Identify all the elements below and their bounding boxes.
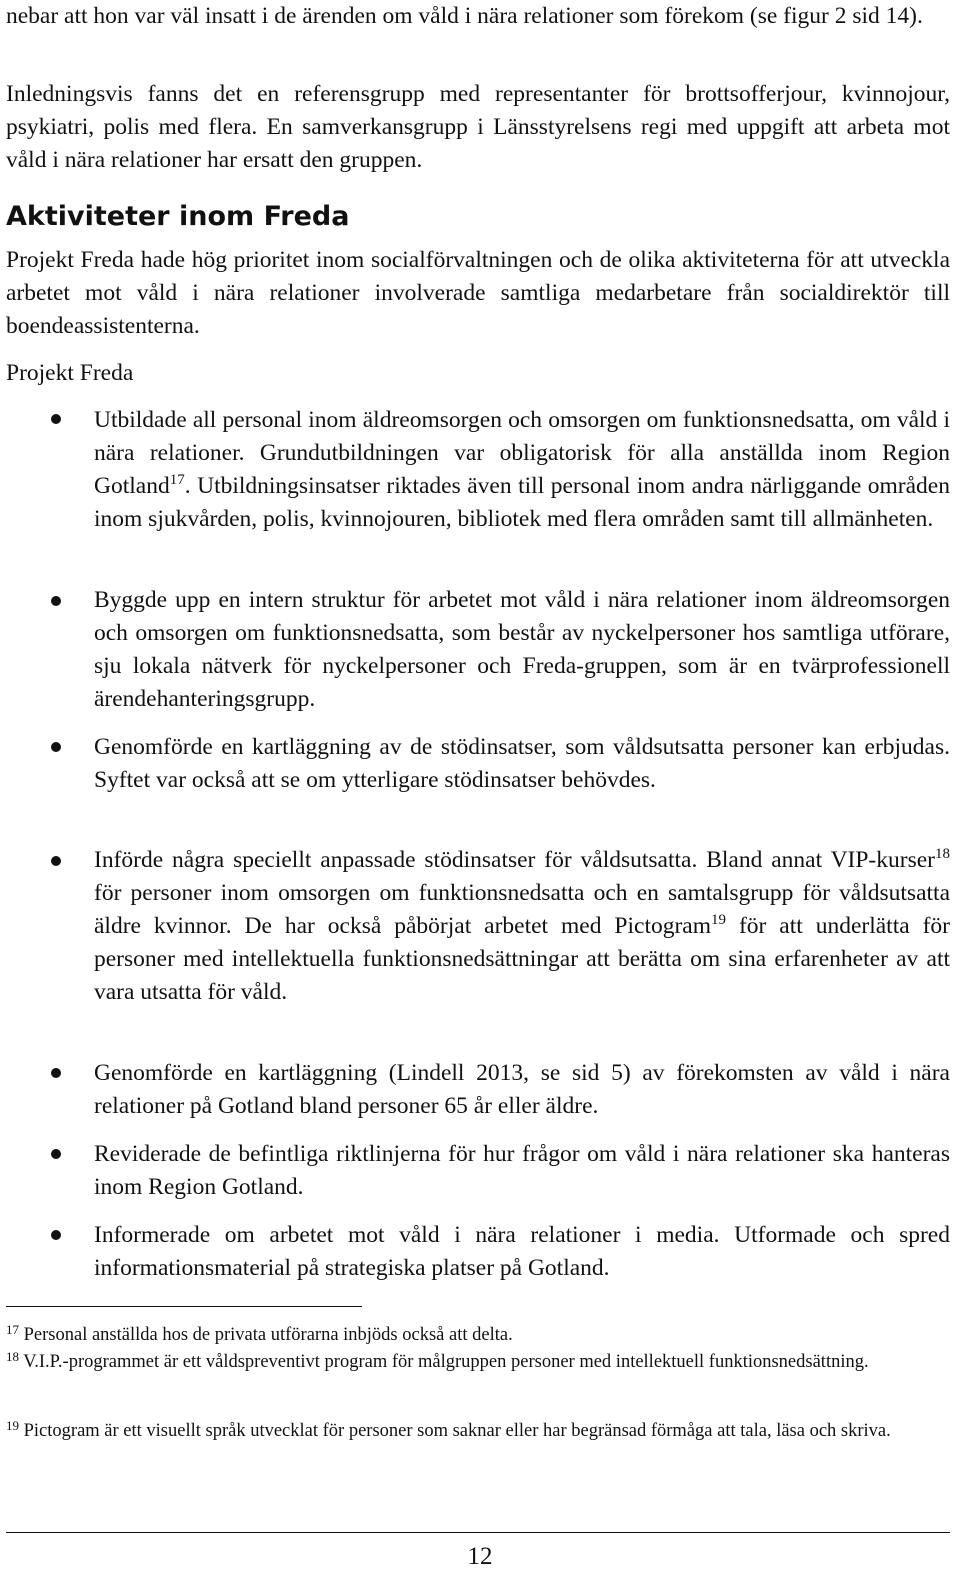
section-subheading: Projekt Freda (6, 360, 134, 386)
bullet-icon (51, 414, 61, 424)
footnote-number: 18 (6, 1349, 19, 1364)
page-footer-rule (6, 1532, 950, 1533)
list-item-text: Införde några speciellt anpassade stödinsatser för våldsutsatta. Bland annat VIP-kurser$^{18}$ för personer inom omsorgen om funktionsnedsatta och en samtalsgrupp för våldsutsatta äldre kvinnor. De har också påbörjat arbetet med Pictogram$^{19}$ för att underlätta för personer med intellektuella funktionsnedsättningar att berätta om sina erfarenheter av att vara utsatta för våld. (94, 846, 950, 1005)
footnote-separator (6, 1306, 362, 1307)
footnote-ref: 18 (935, 846, 950, 862)
list-item-text: Genomförde en kartläggning av de stödinsatser, som våldsutsatta personer kan erbjudas. Syftet var också att se om ytterligare stödinsatser behövdes. (94, 734, 950, 793)
bullet-icon (51, 1068, 61, 1078)
intro-paragraph-2: Inledningsvis fanns det en referensgrupp med representanter för brottsofferjour, kvinnojour, psykiatri, polis med flera. En samverkansgrupp i Länsstyrelsens regi med uppgift att arbeta mot våld i nära relationer har ersatt den gruppen. (6, 81, 950, 173)
footnote-ref: 19 (711, 912, 727, 928)
list-item-text: Utbildade all personal inom äldreomsorgen och omsorgen om funktionsnedsatta, om våld i nära relationer. Grundutbildningen var obligatorisk för alla anställda inom Region Gotland$^{17}$. Utbildningsinsatser riktades även till personal inom andra närliggande områden inom sjukvården, polis, kvinnojouren, bibliotek med flera områden samt till allmänheten. (94, 407, 950, 532)
footnote-number: 17 (6, 1322, 19, 1337)
bullet-icon (51, 1230, 61, 1240)
footnote-ref: 17 (169, 472, 185, 488)
intro-paragraph-1: nebar att hon var väl insatt i de ärenden om våld i nära relationer som förekom (se figur 2 sid 14). (6, 3, 923, 29)
footnote: $^{17}$ Personal anställda hos de privata utförarna inbjöds också att delta. (6, 1322, 513, 1345)
page-number: 12 (467, 1543, 493, 1570)
bullet-icon (51, 742, 61, 752)
section-heading: Aktiviteter inom Freda (6, 201, 350, 232)
bullet-icon (51, 1149, 61, 1159)
list-item-text: Reviderade de befintliga riktlinjerna för hur frågor om våld i nära relationer ska hanteras inom Region Gotland. (94, 1141, 950, 1200)
list-item-text: Byggde upp en intern struktur för arbetet mot våld i nära relationer inom äldreomsorgen och omsorgen om funktionsnedsatta, som består av nyckelpersoner hos samtliga utförare, sju lokala nätverk för nyckelpersoner och Freda-gruppen, som är en tvärprofessionell ärendehanteringsgrupp. (94, 587, 950, 712)
bullet-icon (51, 856, 61, 866)
section-paragraph: Projekt Freda hade hög prioritet inom socialförvaltningen och de olika aktiviteterna för att utveckla arbetet mot våld i nära relationer involverade samtliga medarbetare från socialdirektör till boendeassistenterna. (6, 247, 950, 339)
footnote: $^{18}$ V.I.P.-programmet är ett våldspreventivt program för målgruppen personer med intellektuell funktionsnedsättning. (6, 1349, 869, 1372)
footnote: $^{19}$ Pictogram är ett visuellt språk utvecklat för personer som saknar eller har begränsad förmåga att tala, läsa och skriva. (6, 1418, 891, 1441)
list-item-text: Informerade om arbetet mot våld i nära relationer i media. Utformade och spred informationsmaterial på strategiska platser på Gotland. (94, 1222, 950, 1281)
footnote-number: 19 (6, 1418, 19, 1433)
bullet-icon (51, 596, 61, 606)
list-item-text: Genomförde en kartläggning (Lindell 2013, se sid 5) av förekomsten av våld i nära relationer på Gotland bland personer 65 år eller äldre. (94, 1060, 950, 1119)
